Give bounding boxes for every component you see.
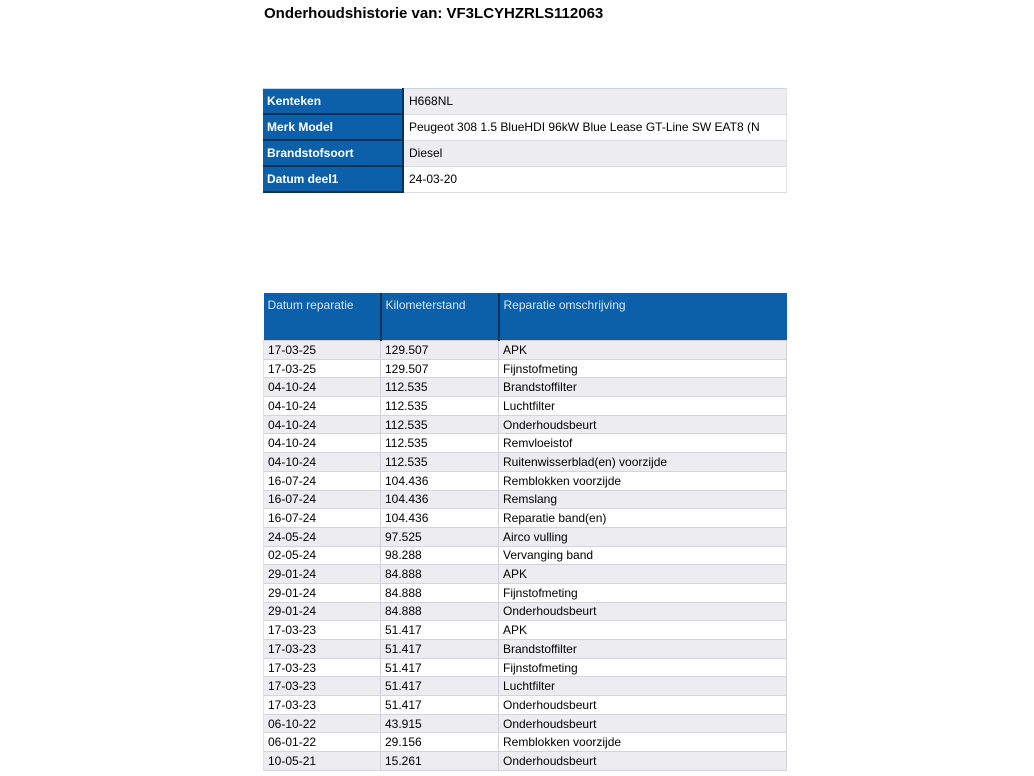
- odometer-cell: 97.525: [381, 527, 499, 546]
- odometer-cell: 84.888: [381, 602, 499, 621]
- odometer-cell: 98.288: [381, 546, 499, 565]
- repair-description-cell: Brandstoffilter: [499, 640, 787, 659]
- vehicle-info-label: Brandstofsoort: [263, 140, 403, 166]
- repair-description-cell: Luchtfilter: [499, 397, 787, 416]
- repair-date-cell: 04-10-24: [264, 453, 381, 472]
- maintenance-row: [264, 359, 787, 378]
- maintenance-row: [264, 621, 787, 640]
- maintenance-row: [264, 752, 787, 771]
- odometer-cell: 15.261: [381, 752, 499, 771]
- repair-date-cell: 17-03-23: [264, 696, 381, 715]
- maintenance-row: [264, 341, 787, 360]
- repair-date-cell: 17-03-25: [264, 359, 381, 378]
- repair-description-cell: Onderhoudsbeurt: [499, 752, 787, 771]
- repair-date-cell: 06-01-22: [264, 733, 381, 752]
- vehicle-info-value: Diesel: [403, 140, 786, 166]
- repair-date-cell: 10-05-21: [264, 752, 381, 771]
- maintenance-row: [264, 546, 787, 565]
- repair-date-cell: 06-10-22: [264, 714, 381, 733]
- odometer-cell: 112.535: [381, 415, 499, 434]
- vehicle-info-body: [263, 89, 786, 193]
- repair-date-cell: 04-10-24: [264, 434, 381, 453]
- maintenance-row: [264, 696, 787, 715]
- repair-date-cell: 04-10-24: [264, 378, 381, 397]
- repair-description-cell: Remslang: [499, 490, 787, 509]
- maintenance-row: [264, 677, 787, 696]
- repair-description-cell: Ruitenwisserblad(en) voorzijde: [499, 453, 787, 472]
- repair-description-cell: APK: [499, 621, 787, 640]
- repair-date-cell: 29-01-24: [264, 602, 381, 621]
- vehicle-info-value: H668NL: [403, 89, 786, 115]
- maintenance-row: [264, 658, 787, 677]
- column-header-reparatie-omschrijving: Reparatie omschrijving: [499, 293, 787, 341]
- repair-description-cell: Reparatie band(en): [499, 509, 787, 528]
- maintenance-history-table: [263, 293, 787, 771]
- maintenance-row: [264, 434, 787, 453]
- maintenance-row: [264, 453, 787, 472]
- repair-date-cell: 24-05-24: [264, 527, 381, 546]
- maintenance-row: [264, 602, 787, 621]
- odometer-cell: 112.535: [381, 397, 499, 416]
- repair-date-cell: 29-01-24: [264, 565, 381, 584]
- maintenance-row: [264, 733, 787, 752]
- odometer-cell: 51.417: [381, 677, 499, 696]
- repair-description-cell: Fijnstofmeting: [499, 658, 787, 677]
- odometer-cell: 51.417: [381, 640, 499, 659]
- vehicle-info-value: 24-03-20: [403, 166, 786, 192]
- odometer-cell: 104.436: [381, 509, 499, 528]
- maintenance-row: [264, 640, 787, 659]
- odometer-cell: 84.888: [381, 565, 499, 584]
- odometer-cell: 51.417: [381, 621, 499, 640]
- repair-description-cell: Onderhoudsbeurt: [499, 415, 787, 434]
- repair-date-cell: 16-07-24: [264, 471, 381, 490]
- vehicle-info-row: [263, 140, 786, 166]
- repair-date-cell: 02-05-24: [264, 546, 381, 565]
- repair-date-cell: 04-10-24: [264, 415, 381, 434]
- repair-date-cell: 04-10-24: [264, 397, 381, 416]
- odometer-cell: 112.535: [381, 453, 499, 472]
- vehicle-info-row: [263, 114, 786, 140]
- vehicle-info-value: Peugeot 308 1.5 BlueHDI 96kW Blue Lease GT-Line SW EAT8 (N: [403, 114, 786, 140]
- repair-description-cell: Fijnstofmeting: [499, 583, 787, 602]
- odometer-cell: 112.535: [381, 378, 499, 397]
- vehicle-info-label: Merk Model: [263, 114, 403, 140]
- repair-date-cell: 17-03-23: [264, 677, 381, 696]
- repair-date-cell: 17-03-23: [264, 640, 381, 659]
- repair-description-cell: Vervanging band: [499, 546, 787, 565]
- odometer-cell: 104.436: [381, 471, 499, 490]
- odometer-cell: 43.915: [381, 714, 499, 733]
- repair-description-cell: Remvloeistof: [499, 434, 787, 453]
- repair-date-cell: 17-03-25: [264, 341, 381, 360]
- repair-date-cell: 17-03-23: [264, 621, 381, 640]
- page-title: Onderhoudshistorie van: VF3LCYHZRLS112063: [264, 5, 604, 22]
- odometer-cell: 51.417: [381, 696, 499, 715]
- repair-description-cell: Onderhoudsbeurt: [499, 696, 787, 715]
- odometer-cell: 129.507: [381, 341, 499, 360]
- maintenance-row: [264, 471, 787, 490]
- maintenance-row: [264, 565, 787, 584]
- odometer-cell: 129.507: [381, 359, 499, 378]
- maintenance-row: [264, 527, 787, 546]
- vehicle-info-table: [263, 88, 787, 193]
- column-header-datum-reparatie: Datum reparatie: [264, 293, 381, 341]
- vehicle-info-row: [263, 166, 786, 192]
- maintenance-header-row: [264, 293, 787, 341]
- repair-description-cell: Onderhoudsbeurt: [499, 602, 787, 621]
- odometer-cell: 29.156: [381, 733, 499, 752]
- repair-description-cell: Remblokken voorzijde: [499, 733, 787, 752]
- maintenance-row: [264, 583, 787, 602]
- repair-date-cell: 29-01-24: [264, 583, 381, 602]
- maintenance-row: [264, 509, 787, 528]
- odometer-cell: 51.417: [381, 658, 499, 677]
- repair-date-cell: 16-07-24: [264, 490, 381, 509]
- repair-description-cell: Onderhoudsbeurt: [499, 714, 787, 733]
- maintenance-history-body: [264, 341, 787, 771]
- repair-description-cell: Luchtfilter: [499, 677, 787, 696]
- repair-description-cell: Brandstoffilter: [499, 378, 787, 397]
- maintenance-row: [264, 490, 787, 509]
- odometer-cell: 104.436: [381, 490, 499, 509]
- repair-date-cell: 17-03-23: [264, 658, 381, 677]
- vehicle-info-label: Kenteken: [263, 89, 403, 115]
- vehicle-info-row: [263, 89, 786, 115]
- column-header-kilometerstand: Kilometerstand: [381, 293, 499, 341]
- repair-description-cell: APK: [499, 341, 787, 360]
- vehicle-info-label: Datum deel1: [263, 166, 403, 192]
- repair-description-cell: APK: [499, 565, 787, 584]
- maintenance-row: [264, 415, 787, 434]
- repair-description-cell: Remblokken voorzijde: [499, 471, 787, 490]
- maintenance-row: [264, 397, 787, 416]
- maintenance-row: [264, 378, 787, 397]
- odometer-cell: 84.888: [381, 583, 499, 602]
- repair-description-cell: Airco vulling: [499, 527, 787, 546]
- maintenance-row: [264, 714, 787, 733]
- repair-date-cell: 16-07-24: [264, 509, 381, 528]
- odometer-cell: 112.535: [381, 434, 499, 453]
- repair-description-cell: Fijnstofmeting: [499, 359, 787, 378]
